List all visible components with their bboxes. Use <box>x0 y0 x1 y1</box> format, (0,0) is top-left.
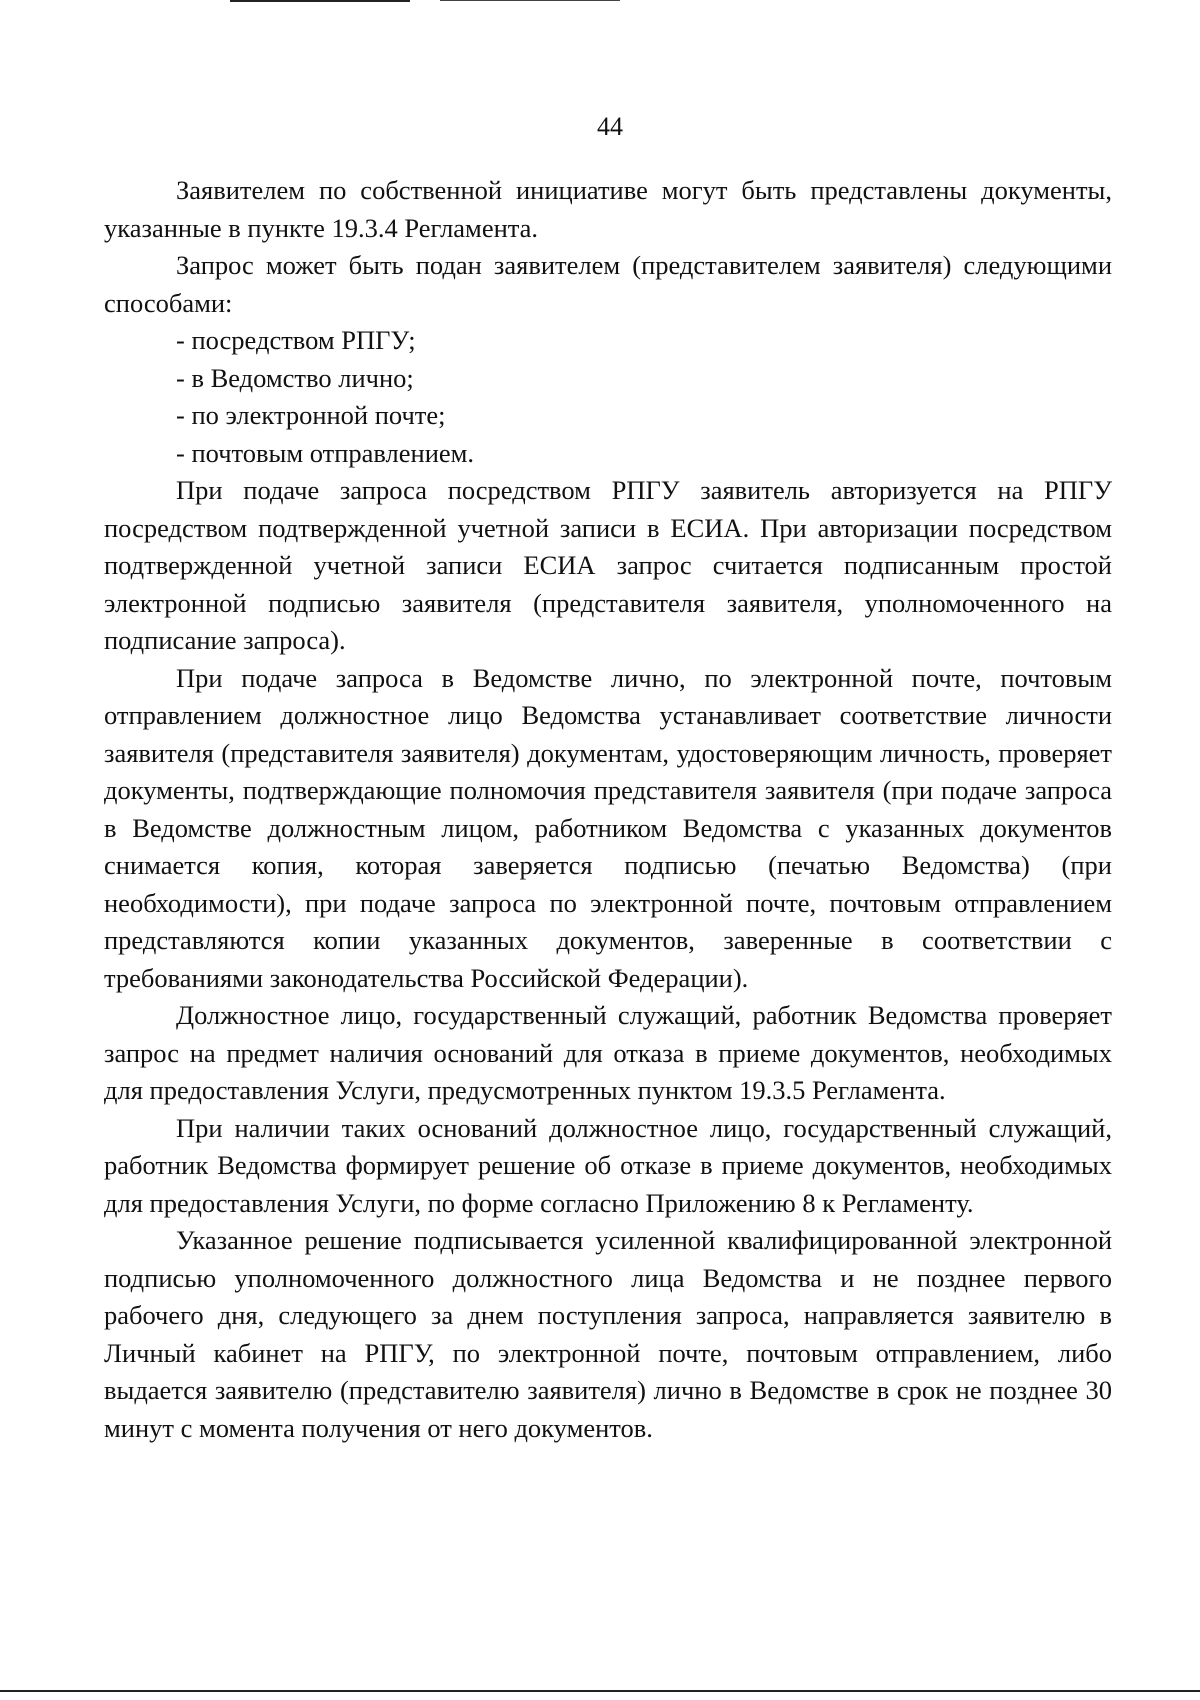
paragraph: При наличии таких оснований должностное лицо, государственный служащий, работник Ведомства формирует решение об отказе в приеме документов, необходимых для предоставления Услуги, по форме согласно Приложению 8 к Регламенту. <box>104 1112 1112 1218</box>
paragraph: При подаче запроса в Ведомстве лично, по электронной почте, почтовым отправлением должностное лицо Ведомства устанавливает соответствие личности заявителя (представителя заявителя) документам, удостоверяющим личность, проверяет документы, подтверждающие полномочия представителя заявителя (при подаче запроса в Ведомстве должностным лицом, работником Ведомства с указанных документов снимается копия, которая заверяется подписью (печатью Ведомства) (при необходимости), при подаче запроса по электронной почте, почтовым отправлением представляются копии указанных документов, заверенные в соответствии с требованиями законодательства Российской Федерации). <box>104 662 1112 993</box>
page-number: 44 <box>597 112 623 141</box>
document-body <box>104 172 1112 1447</box>
paragraph: Запрос может быть подан заявителем (представителем заявителя) следующими способами: <box>104 250 1112 318</box>
paragraph: Заявителем по собственной инициативе могут быть представлены документы, указанные в пункте 19.3.4 Регламента. <box>104 175 1112 243</box>
scan-edge-mark <box>230 0 410 2</box>
list-item: - в Ведомство лично; <box>176 362 414 393</box>
paragraph: При подаче запроса посредством РПГУ заявитель авторизуется на РПГУ посредством подтвержденной учетной записи в ЕСИА. При авторизации посредством подтвержденной учетной записи ЕСИА запрос считается подписанным простой электронной подписью заявителя (представителя заявителя, уполномоченного на подписание запроса). <box>104 475 1112 655</box>
list-item: - почтовым отправлением. <box>176 437 475 468</box>
scan-edge-mark <box>440 0 620 1</box>
list-item: - по электронной почте; <box>176 400 446 430</box>
paragraph: Должностное лицо, государственный служащий, работник Ведомства проверяет запрос на предмет наличия оснований для отказа в приеме документов, необходимых для предоставления Услуги, предусмотренных пунктом 19.3.5 Регламента. <box>104 1000 1112 1105</box>
list-item: - посредством РПГУ; <box>176 325 416 355</box>
paragraph: Указанное решение подписывается усиленной квалифицированной электронной подписью уполномоченного должностного лица Ведомства и не позднее первого рабочего дня, следующего за днем поступления запроса, направляется заявителю в Личный кабинет на РПГУ, по электронной почте, почтовым отправлением, либо выдается заявителю (представителю заявителя) лично в Ведомстве в срок не позднее 30 минут с момента получения от него документов. <box>104 1225 1112 1443</box>
scan-edge-mark <box>0 1690 1200 1692</box>
